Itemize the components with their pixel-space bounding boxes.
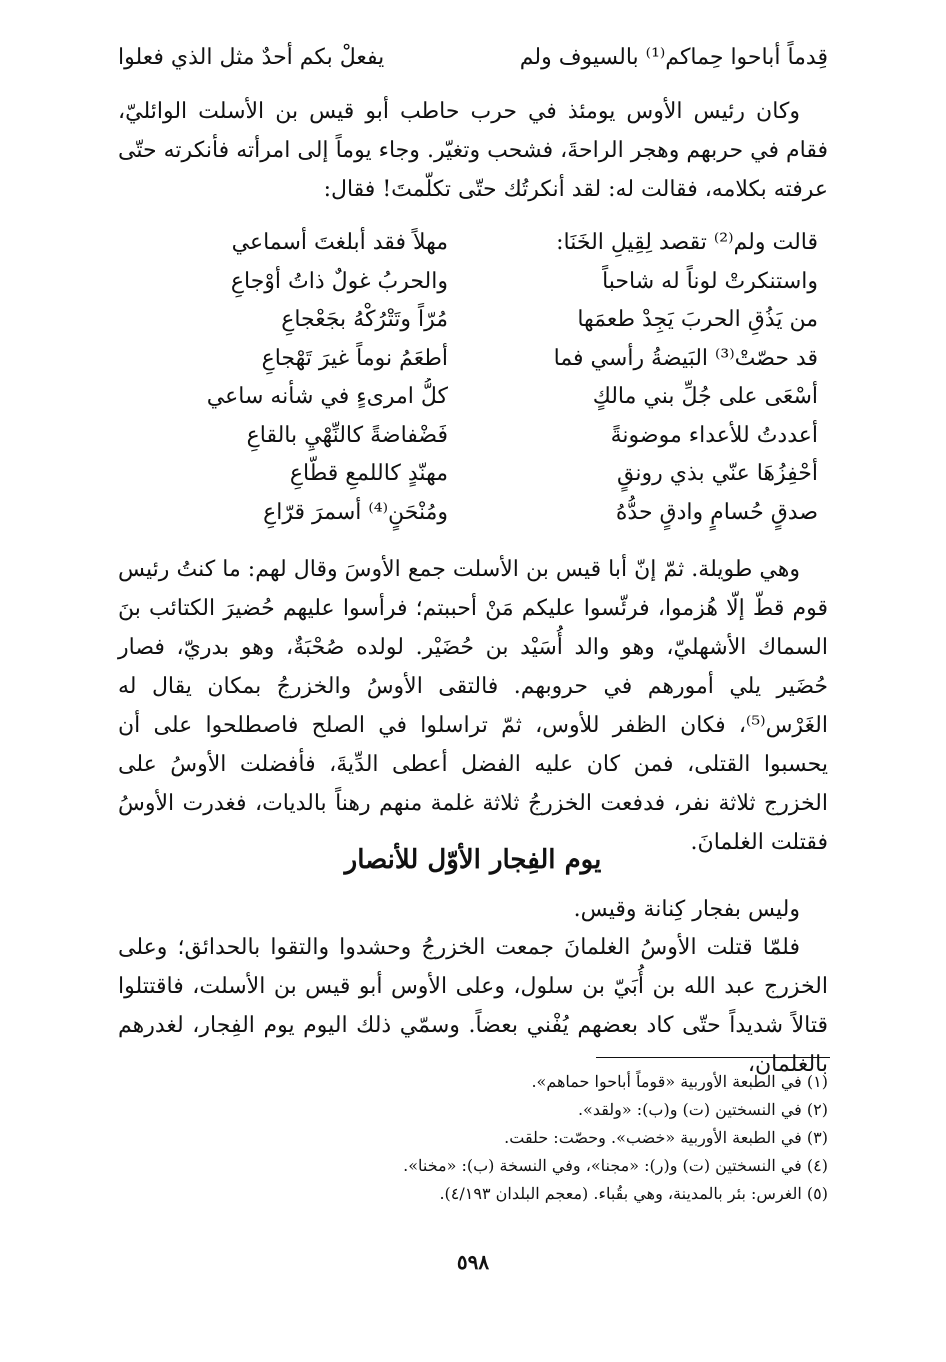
opening-verse-second-hemistich: يفعلْ بكم أحدٌ مثل الذي فعلوا xyxy=(118,45,385,70)
poem-first-hemistich: واستنكرتْ لوناً له شاحباً xyxy=(602,268,818,294)
footnotes xyxy=(118,1068,828,1208)
footnote-2: (٢) في النسختين (ت) و(ب): «ولقد». xyxy=(577,1100,828,1119)
poem-second-hemistich: كلُّ امرىءٍ في شأنه ساعي xyxy=(206,384,448,409)
opening-verse xyxy=(118,38,828,78)
poem-line xyxy=(118,455,818,494)
poem-line xyxy=(118,378,818,417)
opening-verse-first-hemistich: قِدماً أباحوا حِماكم⁽¹⁾ بالسيوف ولم xyxy=(519,45,828,70)
poem-line xyxy=(118,417,818,456)
poem-second-hemistich: مهنّدٍ كاللمعِ قطّاعِ xyxy=(289,461,448,486)
poem-first-hemistich: من يَذُقِ الحربَ يَجِدْ طعمَها xyxy=(577,307,818,332)
footnote-3: (٣) في الطبعة الأوربية «خضب». وحصّت: حلقت. xyxy=(504,1128,828,1147)
poem-line xyxy=(118,224,818,263)
poem-line xyxy=(118,340,818,379)
poem-second-hemistich: مهلاً فقد أبلغتَ أسماعي xyxy=(231,230,448,255)
poem-first-hemistich: قد حصّتْ⁽³⁾ البَيضةُ رأسي فما xyxy=(553,345,818,371)
poem-first-hemistich: أحْفِزُهَا عنّي بذي رونقٍ xyxy=(617,461,818,486)
footnote-divider xyxy=(596,1057,830,1058)
poem xyxy=(118,224,818,532)
footnote-1: (١) في الطبعة الأوربية «قوماً أباحوا حماهم». xyxy=(531,1072,828,1091)
poem-second-hemistich: أطعَمُ نوماً غيرَ تَهْجاعِ xyxy=(261,345,448,371)
paragraph-1: وكان رئيس الأوس يومئذ في حرب حاطب أبو قيس بن الأسلت الوائليّ، فقام في حربهم وهجر الراحةَ، فشحب وتغيّر. وجاء يوماً إلى امرأته فأنكرته حتّى عرفته بكلامه، فقالت له: لقد أنكرتُك حتّى تكلّمتَ! فقال: xyxy=(118,99,828,202)
poem-line xyxy=(118,301,818,340)
paragraph-3: وليس بفجار كِنانة وقيس. xyxy=(573,897,800,922)
poem-first-hemistich: أسْعَى على جُلِّ بني مالكٍ xyxy=(592,384,818,409)
paragraph-2: وهي طويلة. ثمّ إنّ أبا قيس بن الأسلت جمع الأوسَ وقال لهم: ما كنتُ رئيس قوم قطّ إلّا هُزموا، فرئّسوا عليكم مَنْ أحببتم؛ فرأسوا عليهم حُضيرَ الكتائب بنَ السماك الأشهليّ، وهو والد أُسَيْد بن حُضَيْر. لولده صُحْبَةٌ، وهو بدريّ، فصار حُضَير يلي أمورهم في حروبهم. فالتقى الأوسُ والخزرجُ بمكان يقال له الغَرْس⁽⁵⁾، فكان الظفر للأوس، ثمّ تراسلوا في الصلح فاصطلحوا على أن يحسبوا القتلى، فمن كان عليه الفضل أعطى الدِّيةَ، فأفضلت الأوسُ على الخزرج ثلاثة نفر، فدفعت الخزرجُ ثلاثة غلمة منهم رهناً بالديات، فغدرت الأوسُ فقتلت الغلمانَ. xyxy=(118,557,828,855)
footnote-4: (٤) في النسختين (ت) و(ر): «مجنا»، وفي النسخة (ب): «مخنا». xyxy=(403,1156,828,1175)
poem-first-hemistich: صدقٍ حُسامٍ وادقٍ حدُّهُ xyxy=(615,499,818,525)
poem-second-hemistich: والحربُ غولٌ ذاتُ أوْجاعِ xyxy=(230,268,448,294)
poem-second-hemistich: فَضْفاضةً كالنِّهْيِ بالقاعِ xyxy=(246,422,448,448)
footnote-5: (٥) الغرس: بئر بالمدينة، وهي بقُباء. (معجم البلدان ٤/١٩٣). xyxy=(439,1184,828,1203)
poem-first-hemistich: أعددتُ للأعداء موضونةً xyxy=(610,422,818,448)
page-number: ٥٩٨ xyxy=(456,1250,490,1274)
paragraph-4: فلمّا قتلت الأوسُ الغلمانَ جمعت الخزرجُ وحشدوا والتقوا بالحدائق؛ وعلى الخزرج عبد الله بن أُبَيّ بن سلول، وعلى الأوس أبو قيس بن الأسلت، فاقتتلوا قتالاً شديداً حتّى كاد بعضهم يُفْني بعضاً. وسمّي ذلك اليوم يوم الفِجار، لغدرهم بالغلمان، xyxy=(118,935,828,1077)
poem-line xyxy=(118,263,818,302)
poem-second-hemistich: مُرّاً وتَتْرُكْهُ بجَعْجاعِ xyxy=(281,307,448,332)
section-heading: يوم الفِجار الأوّل للأنصار xyxy=(344,845,602,875)
poem-second-hemistich: ومُنْحَنٍ⁽⁴⁾ أسمرَ قرّاعِ xyxy=(263,499,448,525)
poem-first-hemistich: قالت ولم⁽²⁾ تقصد لِقِيلِ الخَنَا: xyxy=(556,230,818,255)
poem-line xyxy=(118,494,818,533)
